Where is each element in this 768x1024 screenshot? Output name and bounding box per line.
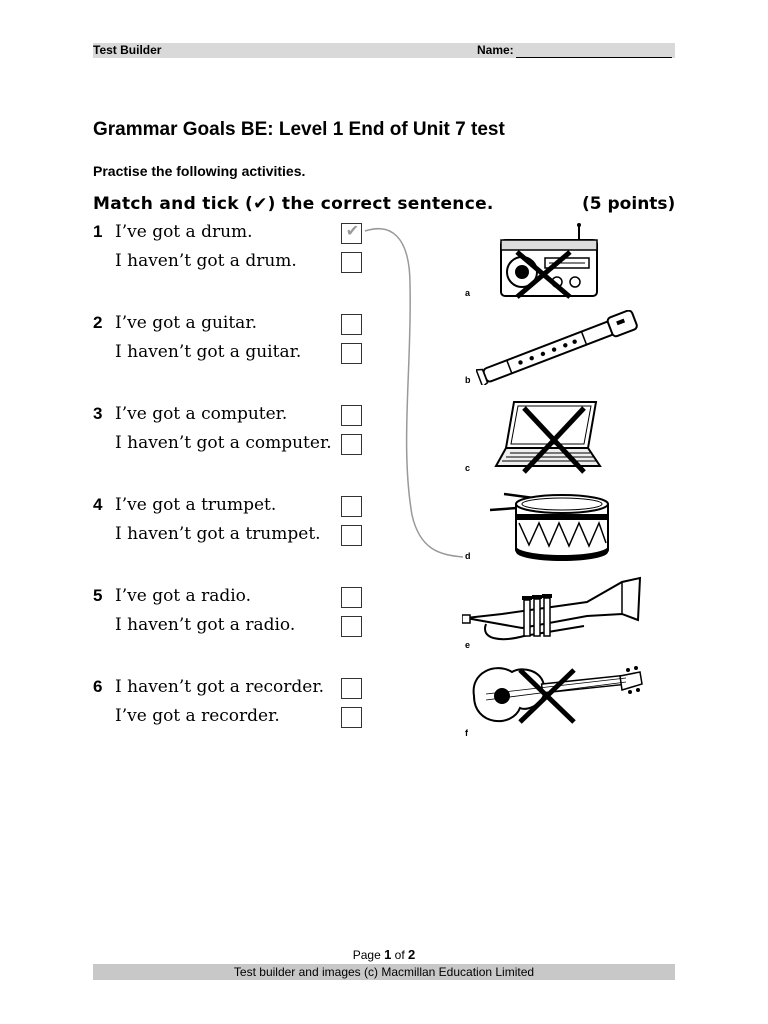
sentence-option: I’ve got a recorder. — [115, 706, 280, 726]
name-line — [516, 45, 672, 58]
sentence-option: I haven’t got a recorder. — [115, 677, 325, 697]
name-label: Name: — [477, 43, 514, 57]
drum-icon — [486, 488, 611, 563]
sentence-option: I haven’t got a radio. — [115, 615, 296, 635]
item-number: 2 — [93, 313, 103, 332]
picture-letter: f — [465, 728, 468, 738]
page-header — [93, 43, 675, 58]
picture-letter: d — [465, 551, 471, 561]
checkbox[interactable] — [341, 434, 362, 455]
page-number: Page 1 of 2 — [352, 947, 416, 962]
checkbox[interactable] — [341, 496, 362, 517]
radio-icon — [495, 222, 605, 300]
item-number: 1 — [93, 222, 103, 241]
checkbox[interactable] — [341, 223, 362, 244]
item-number: 6 — [93, 677, 103, 696]
footer-copyright: Test builder and images (c) Macmillan Education Limited — [93, 964, 675, 980]
checkbox[interactable] — [341, 314, 362, 335]
checkbox[interactable] — [341, 678, 362, 699]
sentence-option: I haven’t got a drum. — [115, 251, 297, 271]
exercise-instruction: Match and tick (✔) the correct sentence. — [93, 194, 494, 214]
checkbox[interactable] — [341, 525, 362, 546]
sentence-option: I haven’t got a guitar. — [115, 342, 302, 362]
recorder-icon — [476, 310, 646, 385]
page-title: Grammar Goals BE: Level 1 End of Unit 7 test — [93, 119, 505, 140]
item-number: 5 — [93, 586, 103, 605]
sentence-option: I’ve got a radio. — [115, 586, 251, 606]
picture-letter: b — [465, 375, 471, 385]
checkbox[interactable] — [341, 707, 362, 728]
header-app-name: Test Builder — [93, 43, 162, 57]
picture-letter: e — [465, 640, 471, 650]
sentence-option: I’ve got a computer. — [115, 404, 288, 424]
checkbox[interactable] — [341, 252, 362, 273]
item-number: 4 — [93, 495, 103, 514]
sentence-option: I’ve got a drum. — [115, 222, 253, 242]
laptop-icon — [492, 396, 607, 476]
sentence-option: I’ve got a trumpet. — [115, 495, 277, 515]
check-icon: ✔ — [345, 223, 360, 240]
checkbox[interactable] — [341, 343, 362, 364]
checkbox[interactable] — [341, 587, 362, 608]
page-subtitle: Practise the following activities. — [93, 163, 306, 179]
guitar-icon — [466, 662, 644, 730]
header-name-field — [477, 43, 672, 58]
checkbox[interactable] — [341, 405, 362, 426]
exercise-points: (5 points) — [582, 194, 676, 214]
checkbox[interactable] — [341, 616, 362, 637]
item-number: 3 — [93, 404, 103, 423]
sentence-option: I haven’t got a computer. — [115, 433, 332, 453]
sentence-option: I haven’t got a trumpet. — [115, 524, 321, 544]
picture-letter: a — [465, 288, 471, 298]
sentence-option: I’ve got a guitar. — [115, 313, 257, 333]
match-line — [360, 225, 470, 565]
trumpet-icon — [462, 574, 644, 646]
picture-letter: c — [465, 463, 471, 473]
